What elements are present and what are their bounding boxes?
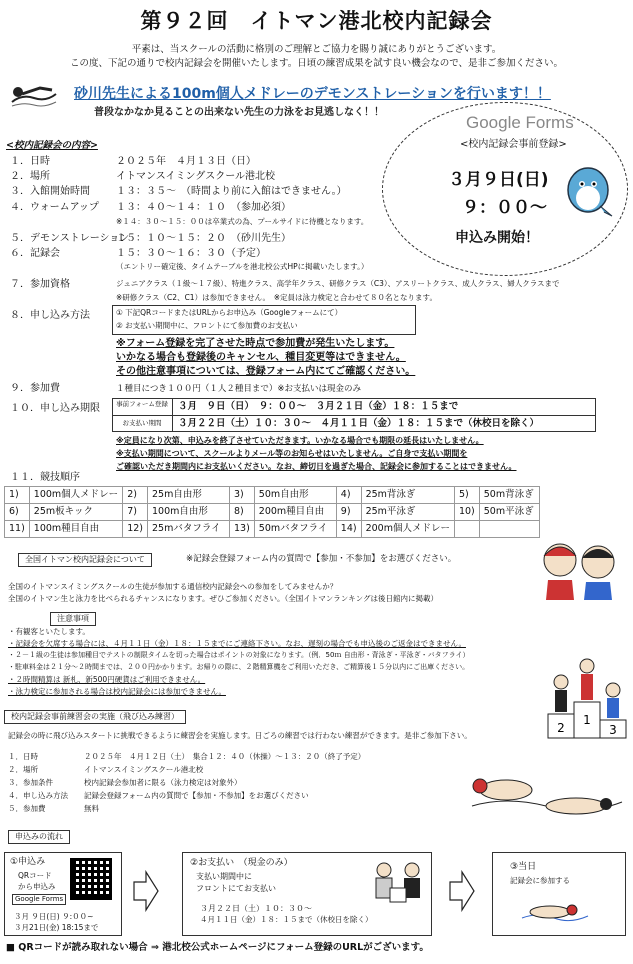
flow-step-line: QRコード <box>18 871 52 880</box>
event-name: 200m個人メドレー <box>361 521 454 538</box>
flow-step-title: ③当日 <box>510 862 537 872</box>
detail-value: １５：３０～１６：３０（予定） <box>116 248 266 259</box>
detail-note: ※研修クラス（C2、C1）は参加できません。 ※定員は泳力検定と合わせて８０名となります。 <box>116 293 437 302</box>
caution-item: ・駐車料金は２１分～２時間までは、２００円かかります。お帰りの際に、２階精算機をご利用いただき、ご精算後１５分以内にご出庫ください。 <box>8 663 470 671</box>
detail-label: ６．記録会 <box>10 248 60 259</box>
event-name: 25mバタフライ <box>147 521 229 538</box>
practice-value: ２０２５年 ４月１２日（土） 集合１２：４０（休操）～１３：２０（終了予定） <box>84 752 366 761</box>
deadline-value: ３月 ９日（日） ９：００～ ３月２１日（金）１８：１５まで <box>178 401 459 412</box>
practice-value: 校内記録会参加者に限る（泳力検定は対象外） <box>84 778 242 787</box>
apply-warning: ※フォーム登録を完了させた時点で参加費が発生いたします。 <box>116 338 395 349</box>
flow-step-line: フロントにてお支払い <box>196 884 276 893</box>
practice-label: ３．参加条件 <box>8 778 53 787</box>
table-row <box>5 504 540 521</box>
detail-label: １１．競技順序 <box>10 472 80 483</box>
event-name: 25m平泳ぎ <box>361 504 454 521</box>
demo-title: 砂川先生による100m個人メドレーのデモンストレーションを行います！！ <box>74 86 551 102</box>
event-number: 12) <box>123 521 148 538</box>
event-name: 100m種目自由 <box>29 521 122 538</box>
deadline-note: ご確認いただき期間内にお支払いください。なお、締切日を過ぎた場合、記録会に参加することはできません。 <box>116 462 517 471</box>
detail-label: １．日時 <box>10 156 50 167</box>
event-number: 5) <box>454 487 479 504</box>
apply-method: ① 下記QRコードまたはURLからお申込み（Googleフォームにて） <box>116 308 343 317</box>
table-row <box>5 487 540 504</box>
divider <box>112 415 596 416</box>
promo-label: <校内記録会事前登録> <box>460 139 567 150</box>
footer-note: ■ QRコードが読み取れない場合 ⇒ 港北校公式ホームページにフォーム登録のURLがございます。 <box>6 942 429 953</box>
detail-value: ジュニアクラス（１級～１７級）、特進クラス、高学年クラス、研修クラス（C3）、アスリートクラス、成人クラス、婦人クラスまで <box>116 279 560 288</box>
practice-value: イトマンスイミングスクール港北校 <box>84 765 204 774</box>
flow-step-line: から申込み <box>18 882 56 891</box>
practice-value: 記録会登録フォーム内の質問で【参加・不参加】をお選びください <box>84 791 309 800</box>
event-number: 1) <box>5 487 30 504</box>
swimmer-icon <box>520 896 590 926</box>
apply-method: ② お支払い期間中に、フロントにて参加費のお支払い <box>116 321 298 330</box>
event-number <box>454 521 479 538</box>
event-number: 3) <box>229 487 254 504</box>
all-itoman-line: 全国のイトマン生と泳力を比べられるチャンスになります。ぜひご参加ください。（全国イトマンランキングは後日館内に掲載） <box>8 594 438 603</box>
flow-step-line: 記録会に参加する <box>510 876 570 885</box>
practice-label: ２．場所 <box>8 765 38 774</box>
event-name: 25m板キック <box>29 504 122 521</box>
event-number: 6) <box>5 504 30 521</box>
event-number: 10) <box>454 504 479 521</box>
caution-item: ・有観客といたします。 <box>8 627 90 636</box>
apply-warning: その他注意事項については、登録フォーム内にてご確認ください。 <box>116 366 416 377</box>
google-forms-logo: Google Forms <box>466 113 574 132</box>
cashier-icon <box>370 858 426 908</box>
divider <box>172 398 173 432</box>
practice-label: １．日時 <box>8 752 38 761</box>
detail-value: ２０２５年 ４月１３日（日） <box>116 156 256 167</box>
intro-line-2: この度、下記の通りで校内記録会を開催いたします。日頃の練習成果を試す良い機会なので、是非ご参加ください。 <box>69 58 564 69</box>
deadline-label: 事前フォーム登録 <box>116 400 168 408</box>
detail-value: １３：４０～１４：１０ （参加必須） <box>116 202 291 213</box>
svg-text:2: 2 <box>557 721 565 735</box>
flow-step-date: ３月 ９日(日) ９:００~ <box>14 912 94 921</box>
deadline-label: お支払い期間 <box>122 419 162 427</box>
caution-item: ・２－１級の生徒は参加種目でテストの制限タイムを切った場合はポイントの対象になります。（例．50ｍ 自由形・背泳ぎ・平泳ぎ・バタフライ） <box>8 651 470 659</box>
event-number: 9) <box>336 504 361 521</box>
event-name: 200m種目自由 <box>254 504 336 521</box>
arrow-right-icon <box>448 870 476 912</box>
detail-note: （エントリー確定後、タイムテーブルを港北校公式HPに掲載いたします。） <box>116 262 369 271</box>
flow-step-title: ②お支払い （現金のみ） <box>190 858 293 868</box>
intro-line-1: 平素は、当スクールの活動に格別のご理解とご協力を賜り誠にありがとうございます。 <box>131 44 502 55</box>
event-name: 25m自由形 <box>147 487 229 504</box>
detail-value: イトマンスイミングスクール港北校 <box>116 171 275 182</box>
practice-intro: 記録会の時に飛び込みスタートに挑戦できるように練習会を実施します。日ごろの練習では行わない練習ができます。是非ご参加下さい。 <box>8 731 472 740</box>
caution-item: ・記録会を欠席する場合には、４月１１日（金）１８：１５までにご連絡下さい。なお、遅刻の場合でも申込後のご返金はできません。 <box>8 639 466 648</box>
all-itoman-tag: 全国イトマン校内記録会について <box>18 553 152 567</box>
practice-label: ４．申し込み方法 <box>8 791 68 800</box>
event-number: 11) <box>5 521 30 538</box>
detail-label: ９．参加費 <box>10 383 60 394</box>
event-number: 4) <box>336 487 361 504</box>
event-name: 50m自由形 <box>254 487 336 504</box>
detail-label: ５．デモンストレーション <box>10 233 130 244</box>
event-name: 100m自由形 <box>147 504 229 521</box>
dolphin-mascot-icon <box>560 160 616 220</box>
event-name: 50m背泳ぎ <box>479 487 539 504</box>
event-order-table <box>4 486 540 538</box>
deadline-note: ※定員になり次第、申込みを終了させていただきます。いかなる場合でも期限の延長はいたしません。 <box>116 436 484 445</box>
flow-tag: 申込みの流れ <box>8 830 70 844</box>
event-name <box>479 521 539 538</box>
flow-step-date: ３月21日(金) 18:15まで <box>14 923 99 932</box>
practice-value: 無料 <box>84 804 99 813</box>
flow-step-title: ①申込み <box>10 857 46 867</box>
event-number: 14) <box>336 521 361 538</box>
event-name: 50m平泳ぎ <box>479 504 539 521</box>
svg-text:1: 1 <box>583 713 591 727</box>
cautions-tag: 注意事項 <box>50 612 96 626</box>
qr-code-icon[interactable] <box>70 858 112 900</box>
detail-value: １種目につき１００円（１人２種目まで）※お支払いは現金のみ <box>116 384 361 394</box>
flow-step-date: ３月２２日（土）１０：３０～ <box>200 904 312 913</box>
all-itoman-line: 全国のイトマンスイミングスクールの生徒が参加する通信校内記録会への参加をしてみませんか？ <box>8 582 338 591</box>
event-name: 25m背泳ぎ <box>361 487 454 504</box>
podium-icon <box>548 648 626 738</box>
section-heading: <校内記録会の内容> <box>6 140 98 151</box>
deadline-note: ※支払い期間について、スクールよりメール等のお知らせはいたしません。ご自身で支払い期間を <box>116 449 468 458</box>
flow-step-line: 支払い期間中に <box>196 872 252 881</box>
promo-date: ３月９日(日) <box>448 170 549 190</box>
caution-item: ・２時間精算は 新札、新500円硬貨はご利用できません。 <box>8 675 206 684</box>
event-number: 7) <box>123 504 148 521</box>
flow-step-date: ４月１１日（金）１８：１５まで（休校日を除く） <box>200 915 373 924</box>
detail-value: １３：３５～ （時間より前に入館はできません。） <box>116 186 347 197</box>
apply-warning: いかなる場合も登録後のキャンセル、種目変更等はできません。 <box>116 352 406 363</box>
detail-label: ３．入館開始時間 <box>10 186 90 197</box>
promo-time: ９：００～ <box>462 198 547 218</box>
event-number: 13) <box>229 521 254 538</box>
detail-label: ８．申し込み方法 <box>10 310 90 321</box>
detail-label: ２．場所 <box>10 171 50 182</box>
event-number: 2) <box>123 487 148 504</box>
event-name: 50mバタフライ <box>254 521 336 538</box>
detail-label: ４．ウォームアップ <box>10 202 99 213</box>
kids-illustration-icon <box>530 536 626 600</box>
svg-text:3: 3 <box>609 723 617 737</box>
diving-swimmer-icon <box>466 766 626 822</box>
practice-tag: 校内記録会事前練習会の実施（飛び込み練習） <box>4 710 186 724</box>
page-title: 第９２回 イトマン港北校内記録会 <box>140 9 493 33</box>
event-name: 100m個人メドレー <box>29 487 122 504</box>
deadline-value: ３月２２日（土）１０：３０～ ４月１１日（金）１８：１５まで（休校日を除く） <box>178 418 540 429</box>
detail-label: ７．参加資格 <box>10 279 70 290</box>
table-row <box>5 521 540 538</box>
swimmer-icon <box>10 80 58 108</box>
arrow-right-icon <box>132 870 160 912</box>
caution-item: ・泳力検定に参加される場合は校内記録会には参加できません。 <box>8 687 226 696</box>
event-number: 8) <box>229 504 254 521</box>
promo-start: 申込み開始！ <box>455 230 539 246</box>
all-itoman-note: ※記録会登録フォーム内の質問で【参加・不参加】をお選びください。 <box>186 554 457 564</box>
detail-note: ※１４：３０～１５：００は卒業式の為、プールサイドに待機となります。 <box>116 217 369 226</box>
google-forms-logo: Google Forms <box>12 894 66 905</box>
detail-value: １５：１０～１５：２０ （砂川先生） <box>116 233 291 244</box>
demo-subtitle: 普段なかなか見ることの出来ない先生の力泳をお見逃しなく！！ <box>94 107 384 118</box>
detail-label: １０．申し込み期限 <box>10 403 100 414</box>
practice-label: ５．参加費 <box>8 804 46 813</box>
